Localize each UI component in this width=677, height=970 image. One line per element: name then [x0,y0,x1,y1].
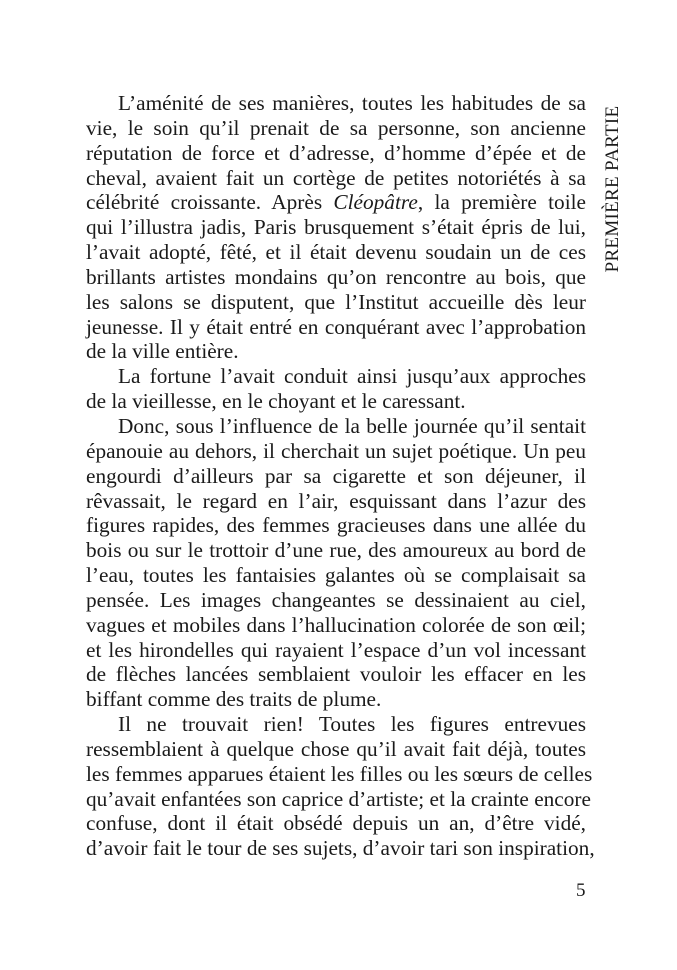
text-line: qui l’illustra jadis, Paris brusquement s’était épris de lui, [86,215,586,240]
text-line: brillants artistes mondains qu’on rencontre au bois, que [86,264,586,289]
italic-title: Cléopâtre [333,190,418,215]
text-line: qu’avait enfantées son caprice d’artiste; et la crainte encore [86,786,591,811]
body-text [86,91,595,861]
text-line: Donc, sous l’influence de la belle journée qu’il sentait [118,413,586,438]
text-line: confuse, dont il était obsédé depuis un an, d’être vidé, [86,811,586,836]
running-header-vertical [598,96,628,282]
text-line: pensée. Les images changeantes se dessinaient au ciel, [86,587,586,612]
text-line: réputation de force et d’adresse, d’homme d’épée et de [86,140,586,165]
text-line: ressemblaient à quelque chose qu’il avait fait déjà, toutes [86,736,586,761]
text-line: figures rapides, des femmes gracieuses dans une allée du [86,513,586,538]
text-line: jeunesse. Il y était entré en conquérant avec l’approbation [86,314,586,339]
text-fragment: célébrité croissante. Après [86,190,334,215]
text-line: biffant comme des traits de plume. [86,687,382,712]
text-line: l’avait adopté, fêté, et il était devenu soudain un de ces [86,240,586,265]
text-line: rêvassait, le regard en l’air, esquissant dans l’azur des [86,488,586,513]
text-line: et les hirondelles qui rayaient l’espace d’un vol incessant [86,637,586,662]
text-line: Il ne trouvait rien! Toutes les figures entrevues [118,712,586,737]
text-line: La fortune l’avait conduit ainsi jusqu’aux approches [118,364,586,389]
text-line: les salons se disputent, que l’Institut accueille dès leur [86,289,586,314]
text-line: vagues et mobiles dans l’hallucination colorée de son œil; [86,612,586,637]
text-line: d’avoir fait le tour de ses sujets, d’avoir tari son inspiration, [86,836,595,861]
text-fragment: , la première toile [417,190,586,215]
text-line: de la ville entière. [86,339,239,364]
text-line: bois ou sur le trottoir d’une rue, des amoureux au bord de [86,538,586,563]
text-line: L’aménité de ses manières, toutes les habitudes de sa [118,91,586,115]
page-number: 5 [576,880,586,901]
text-line: les femmes apparues étaient les filles ou les sœurs de celles [86,761,593,786]
text-line: épanouie au dehors, il cherchait un sujet poétique. Un peu [86,438,586,463]
text-line: engourdi d’ailleurs par sa cigarette et son déjeuner, il [86,463,586,488]
text-line: vie, le soin qu’il prenait de sa personne, son ancienne [86,115,586,140]
text-line: l’eau, toutes les fantaisies galantes où se complaisait sa [86,563,586,588]
text-line [86,190,586,215]
text-line: de flèches lancées semblaient vouloir les effacer en les [86,662,586,687]
text-line: cheval, avaient fait un cortège de petites notoriétés à sa [86,165,586,190]
text-line: de la vieillesse, en le choyant et le caressant. [86,389,466,414]
running-header-text: PREMIÈRE PARTIE [602,105,623,273]
